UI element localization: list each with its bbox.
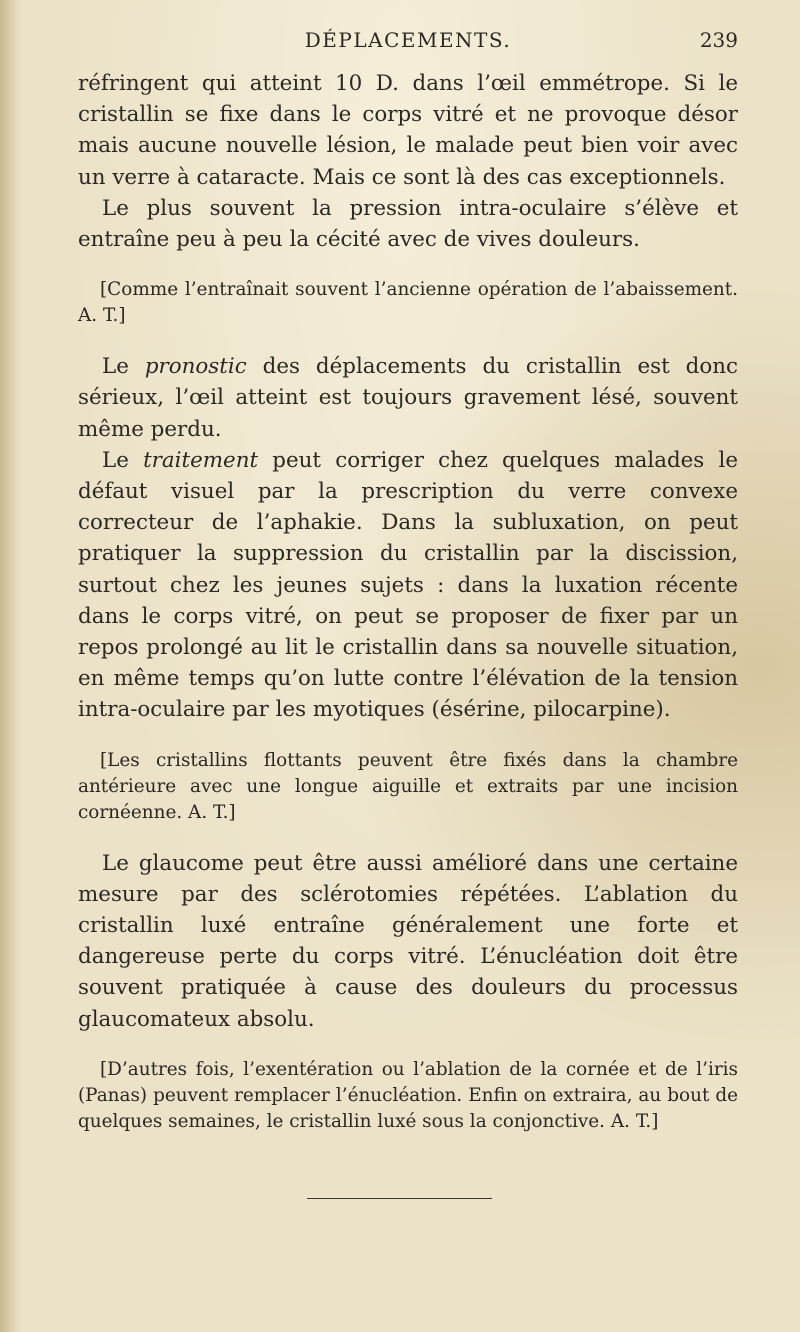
translator-note: [D’autres fois, l’exentération ou l’ablation de la cornée et de l’iris (Panas) peuvent remplacer l’énucléation. Enfin on extraira, au bout de quelques semaines, le cristallin luxé sous la conjonctive. A. T.] — [78, 1058, 738, 1132]
page-binding-edge — [0, 0, 22, 1332]
emphasis-pronostic: pronostic — [144, 354, 247, 380]
emphasis-traitement: traitement — [143, 447, 259, 473]
paragraph: réfringent qui atteint 10 D. dans l’œil emmétrope. Si le cristallin se fixe dans le corps vitré et ne provoque désor mais aucune nouvelle lésion, le malade peut bien voir avec un verre à cataracte. Mais ce sont là des cas exceptionnels. — [78, 71, 738, 190]
end-rule — [307, 1198, 492, 1199]
translator-note: [Comme l’entraînait souvent l’ancienne opération de l’abaissement. A. T.] — [78, 279, 738, 327]
page-header — [78, 28, 738, 58]
paragraph — [78, 445, 738, 726]
paragraph: Le plus souvent la pression intra-oculaire s’élève et entraîne peu à peu la cécité avec de vives douleurs. — [78, 195, 738, 253]
paragraph — [78, 351, 738, 445]
paragraph: Le glaucome peut être aussi amélioré dans une certaine mesure par des sclérotomies répétées. L’ablation du cristallin luxé entraîne généralement une forte et dangereuse perte du corps vitré. L’énucléation doit être souvent pratiquée à cause des douleurs du processus glaucomateux absolu. — [78, 850, 738, 1032]
text-run: Le — [102, 354, 145, 380]
text-run: Le — [102, 447, 144, 473]
page-body — [78, 68, 738, 1135]
translator-note: [Les cristallins flottants peuvent être fixés dans la chambre antérieure avec une longue aiguille et extraits par une incision cornéenne. A. T.] — [78, 749, 738, 823]
text-run: peut corriger chez quelques malades le défaut visuel par la prescription du verre convexe correcteur de l’aphakie. Dans la subluxation, on peut pratiquer la suppression du cristallin par la discission, surtout chez les jeunes sujets : dans la luxation récente dans le corps vitré, on peut se proposer de fixer par un repos prolongé au lit le cristallin dans sa nouvelle situation, en même temps qu’on lutte contre l’élévation de la tension intra-oculaire par les myotiques (ésérine, pilocarpine). — [78, 447, 738, 723]
text-run: des déplacements du cristallin est donc sérieux, l’œil atteint est toujours gravement lésé, souvent même perdu. — [78, 354, 738, 442]
page-number: 239 — [699, 28, 738, 52]
running-head: DÉPLACEMENTS. — [304, 28, 512, 52]
